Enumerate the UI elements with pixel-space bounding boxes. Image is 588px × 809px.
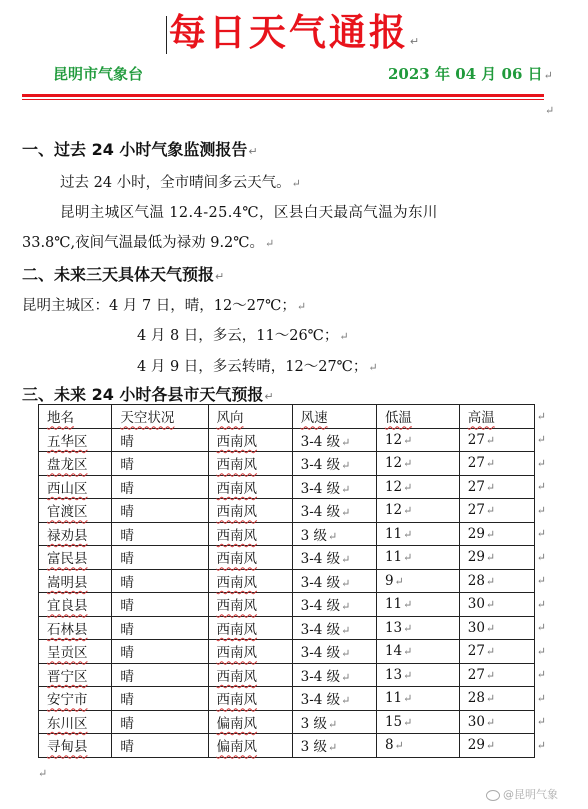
table-cell: 西南风 bbox=[208, 687, 292, 711]
section2-heading: 二、未来三天具体天气预报↵ bbox=[22, 265, 225, 284]
table-cell: 晴 bbox=[112, 640, 208, 664]
table-cell: 西南风 bbox=[208, 452, 292, 476]
table-cell: 西南风 bbox=[208, 475, 292, 499]
report-date: 2023 年 04 月 06 日↵ bbox=[388, 65, 553, 83]
table-cell: 13↵ bbox=[376, 663, 459, 687]
paragraph-mark-icon: ↵ bbox=[545, 104, 555, 117]
section1-line2: 昆明主城区气温 12.4-25.4℃，区县白天最高气温为东川 bbox=[60, 205, 438, 221]
table-cell: 3 级↵ bbox=[292, 734, 376, 758]
table-cell: 27↵ bbox=[459, 499, 534, 523]
table-cell: 11↵ bbox=[376, 593, 459, 617]
table-cell: 15↵ bbox=[376, 710, 459, 734]
table-header-row bbox=[39, 405, 547, 429]
table-row bbox=[39, 546, 547, 570]
table-cell: 西南风 bbox=[208, 593, 292, 617]
table-cell: 西南风 bbox=[208, 569, 292, 593]
table-cell: 晴 bbox=[112, 499, 208, 523]
table-cell: 3-4 级↵ bbox=[292, 546, 376, 570]
table-cell: 晴 bbox=[112, 734, 208, 758]
table-row bbox=[39, 452, 547, 476]
row-end-mark: ↵ bbox=[536, 691, 546, 705]
row-end-mark: ↵ bbox=[536, 409, 546, 423]
table-cell: 晴 bbox=[112, 546, 208, 570]
table-cell: 28↵ bbox=[459, 687, 534, 711]
table-cell: 西南风 bbox=[208, 663, 292, 687]
table-cell: 3-4 级↵ bbox=[292, 452, 376, 476]
table-row bbox=[39, 734, 547, 758]
table-cell: 12↵ bbox=[376, 475, 459, 499]
table-cell: 27↵ bbox=[459, 428, 534, 452]
table-cell: 西南风 bbox=[208, 640, 292, 664]
row-end-mark: ↵ bbox=[536, 738, 546, 752]
table-cell: 30↵ bbox=[459, 616, 534, 640]
table-cell: 12↵ bbox=[376, 428, 459, 452]
table-cell: 禄劝县 bbox=[39, 522, 112, 546]
table-cell: 13↵ bbox=[376, 616, 459, 640]
table-cell: 3-4 级↵ bbox=[292, 428, 376, 452]
table-cell: 晴 bbox=[112, 663, 208, 687]
row-end-mark: ↵ bbox=[536, 574, 546, 588]
table-cell: 29↵ bbox=[459, 734, 534, 758]
table-cell: 西南风 bbox=[208, 616, 292, 640]
table-row bbox=[39, 663, 547, 687]
row-end-mark: ↵ bbox=[536, 644, 546, 658]
table-cell: 西南风 bbox=[208, 546, 292, 570]
section1-line3: 33.8℃,夜间气温最低为禄劝 9.2℃。↵ bbox=[22, 235, 275, 251]
table-cell: 11↵ bbox=[376, 687, 459, 711]
table-row bbox=[39, 499, 547, 523]
table-cell: 呈贡区 bbox=[39, 640, 112, 664]
table-cell: 晴 bbox=[112, 428, 208, 452]
row-end-mark: ↵ bbox=[536, 621, 546, 635]
table-cell: 27↵ bbox=[459, 452, 534, 476]
column-header: 低温 bbox=[376, 405, 459, 429]
row-end-mark: ↵ bbox=[536, 456, 546, 470]
table-cell: 9↵ bbox=[376, 569, 459, 593]
table-cell: 28↵ bbox=[459, 569, 534, 593]
header-rule-thin bbox=[22, 99, 544, 100]
text-cursor bbox=[166, 16, 167, 54]
table-cell: 30↵ bbox=[459, 593, 534, 617]
table-cell: 五华区 bbox=[39, 428, 112, 452]
table-cell: 晴 bbox=[112, 475, 208, 499]
table-cell: 晴 bbox=[112, 522, 208, 546]
county-forecast-table bbox=[38, 404, 547, 758]
forecast-day3: 4 月 9 日，多云转晴，12～27℃；↵ bbox=[137, 359, 378, 375]
table-cell: 3-4 级↵ bbox=[292, 616, 376, 640]
table-row bbox=[39, 640, 547, 664]
table-cell: 西南风 bbox=[208, 499, 292, 523]
table-cell: 27↵ bbox=[459, 640, 534, 664]
paragraph-mark-icon: ↵ bbox=[409, 35, 423, 48]
table-cell: 27↵ bbox=[459, 663, 534, 687]
table-cell: 3 级↵ bbox=[292, 522, 376, 546]
table-row bbox=[39, 428, 547, 452]
table-cell: 盘龙区 bbox=[39, 452, 112, 476]
table-cell: 东川区 bbox=[39, 710, 112, 734]
table-cell: 晴 bbox=[112, 710, 208, 734]
table-cell: 3-4 级↵ bbox=[292, 569, 376, 593]
header-rule-thick bbox=[22, 94, 544, 97]
row-end-mark: ↵ bbox=[536, 433, 546, 447]
table-cell: 3-4 级↵ bbox=[292, 593, 376, 617]
column-header: 风速 bbox=[292, 405, 376, 429]
table-cell: 晋宁区 bbox=[39, 663, 112, 687]
table-cell: 晴 bbox=[112, 616, 208, 640]
table-row bbox=[39, 593, 547, 617]
table-cell: 富民县 bbox=[39, 546, 112, 570]
table-row bbox=[39, 687, 547, 711]
table-cell: 11↵ bbox=[376, 522, 459, 546]
table-cell: 晴 bbox=[112, 593, 208, 617]
table-cell: 12↵ bbox=[376, 452, 459, 476]
table-cell: 偏南风 bbox=[208, 710, 292, 734]
row-end-mark: ↵ bbox=[536, 480, 546, 494]
table-cell: 西山区 bbox=[39, 475, 112, 499]
row-end-mark: ↵ bbox=[536, 715, 546, 729]
section1-line1: 过去 24 小时，全市晴间多云天气。↵ bbox=[60, 175, 301, 191]
table-cell: 晴 bbox=[112, 687, 208, 711]
column-header: 高温 bbox=[459, 405, 534, 429]
table-cell: 偏南风 bbox=[208, 734, 292, 758]
table-cell: 石林县 bbox=[39, 616, 112, 640]
paragraph-mark-icon: ↵ bbox=[38, 767, 48, 780]
weibo-icon bbox=[486, 790, 500, 801]
table-cell: 14↵ bbox=[376, 640, 459, 664]
row-end-mark: ↵ bbox=[536, 550, 546, 564]
table-cell: 宜良县 bbox=[39, 593, 112, 617]
table-row bbox=[39, 569, 547, 593]
table-cell: 12↵ bbox=[376, 499, 459, 523]
table-cell: 27↵ bbox=[459, 475, 534, 499]
table-cell: 30↵ bbox=[459, 710, 534, 734]
table-cell: 西南风 bbox=[208, 428, 292, 452]
table-row bbox=[39, 475, 547, 499]
table-cell: 嵩明县 bbox=[39, 569, 112, 593]
table-cell: 3-4 级↵ bbox=[292, 687, 376, 711]
watermark: @昆明气象 bbox=[486, 786, 558, 802]
section1-heading: 一、过去 24 小时气象监测报告↵ bbox=[22, 140, 258, 159]
forecast-day2: 4 月 8 日，多云，11～26℃；↵ bbox=[137, 328, 349, 344]
report-title: 每日天气通报↵ bbox=[0, 2, 588, 56]
column-header: 风向 bbox=[208, 405, 292, 429]
table-cell: 3-4 级↵ bbox=[292, 640, 376, 664]
table-row bbox=[39, 616, 547, 640]
row-end-mark: ↵ bbox=[536, 597, 546, 611]
table-cell: 3-4 级↵ bbox=[292, 499, 376, 523]
row-end-mark: ↵ bbox=[536, 668, 546, 682]
table-cell: 西南风 bbox=[208, 522, 292, 546]
table-cell: 29↵ bbox=[459, 522, 534, 546]
table-cell: 安宁市 bbox=[39, 687, 112, 711]
issuer-name: 昆明市气象台 bbox=[53, 65, 144, 83]
paragraph-mark-icon: ↵ bbox=[543, 69, 553, 82]
table-cell: 3-4 级↵ bbox=[292, 663, 376, 687]
table-cell: 29↵ bbox=[459, 546, 534, 570]
column-header: 天空状况 bbox=[112, 405, 208, 429]
table-cell: 3 级↵ bbox=[292, 710, 376, 734]
table-cell: 11↵ bbox=[376, 546, 459, 570]
table-cell: 晴 bbox=[112, 452, 208, 476]
table-cell: 8↵ bbox=[376, 734, 459, 758]
table-row bbox=[39, 710, 547, 734]
column-header: 地名 bbox=[39, 405, 112, 429]
section3-heading: 三、未来 24 小时各县市天气预报↵ bbox=[22, 385, 274, 404]
table-cell: 晴 bbox=[112, 569, 208, 593]
table-cell: 寻甸县 bbox=[39, 734, 112, 758]
forecast-day1: 昆明主城区：4 月 7 日，晴，12～27℃；↵ bbox=[22, 298, 307, 314]
row-end-mark: ↵ bbox=[536, 503, 546, 517]
table-row bbox=[39, 522, 547, 546]
table-cell: 3-4 级↵ bbox=[292, 475, 376, 499]
row-end-mark: ↵ bbox=[536, 527, 546, 541]
table-cell: 官渡区 bbox=[39, 499, 112, 523]
